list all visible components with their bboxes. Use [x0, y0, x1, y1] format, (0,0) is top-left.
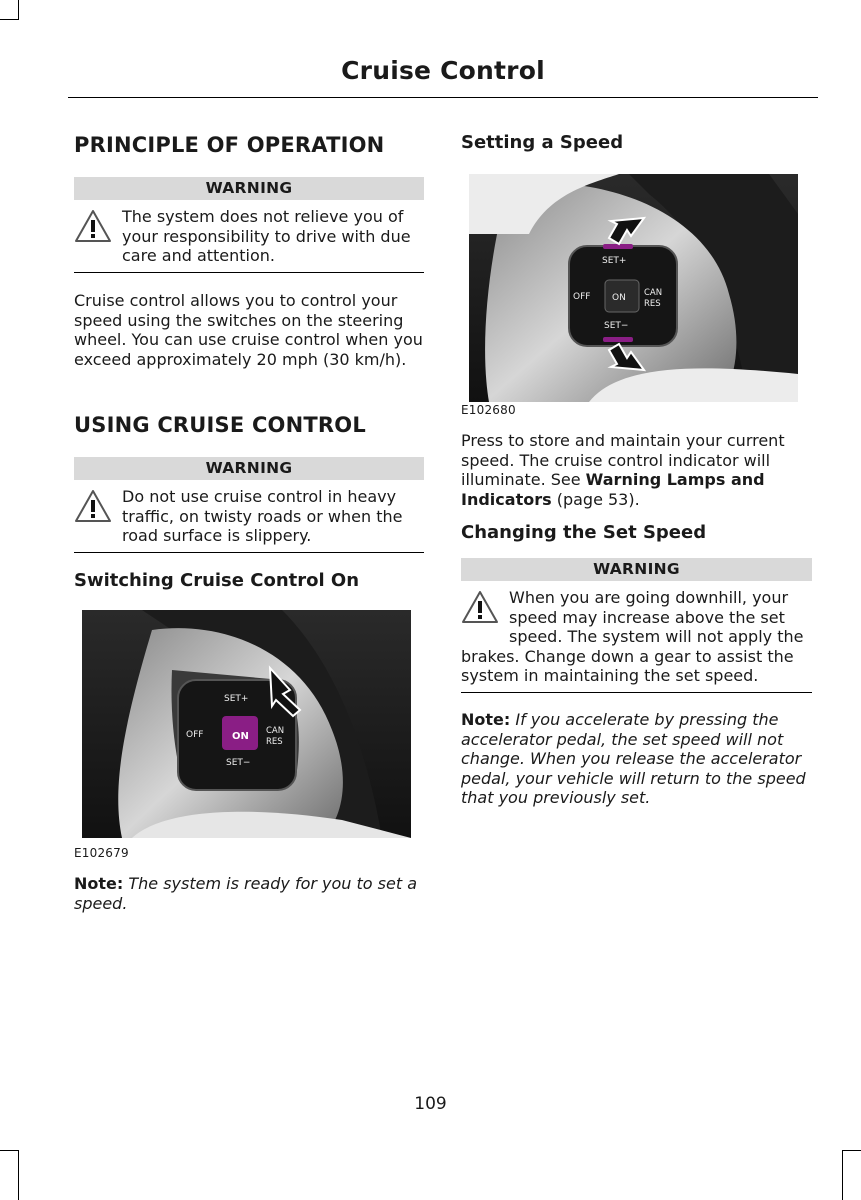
on-button-label: ON [612, 293, 626, 303]
note-label: Note: [461, 710, 511, 729]
warning-rule [74, 552, 424, 553]
crop-mark [0, 1150, 19, 1151]
warning-triangle-icon [461, 590, 499, 624]
warning-rule [74, 272, 424, 273]
warning-label: WARNING [74, 177, 424, 200]
section-title-using: USING CRUISE CONTROL [74, 413, 366, 437]
warning-text: Do not use cruise control in heavy traffic, on twisty roads or when the road surface is slippery. [122, 487, 403, 545]
page-title: Cruise Control [341, 56, 545, 85]
cross-reference-link[interactable]: Warning Lamps and Indicators [461, 470, 765, 509]
steering-wheel-set-illustration [469, 174, 798, 402]
intro-paragraph: Cruise control allows you to control your speed using the switches on the steering wheel. You can use cruise control when you exceed approximately 20 mph (30 km/h). [74, 291, 423, 369]
crop-mark [18, 0, 19, 20]
warning-box [74, 457, 424, 553]
warning-triangle-icon [74, 209, 112, 243]
page-number: 109 [414, 1094, 447, 1114]
on-button-label: ON [232, 731, 249, 742]
header-rule [68, 97, 818, 98]
warning-rule [461, 692, 812, 693]
figure-code: E102680 [461, 403, 516, 417]
warning-box [461, 558, 812, 693]
set-minus-label: SET− [226, 758, 251, 768]
steering-wheel-switch-illustration [82, 610, 411, 838]
crop-mark [18, 1150, 19, 1200]
steering-wheel-image [469, 174, 798, 402]
warning-text: The system does not relieve you of your responsibility to drive with due care and attention. [122, 207, 411, 265]
note-paragraph [461, 710, 812, 808]
off-label: OFF [186, 730, 204, 740]
off-label: OFF [573, 292, 591, 302]
warning-triangle-icon [74, 489, 112, 523]
note-text: If you accelerate by pressing the accelerator pedal, the set speed will not change. When you release the accelerator pedal, your vehicle will return to the speed that you previously set. [461, 710, 806, 807]
note-text: The system is ready for you to set a speed. [74, 874, 418, 913]
res-label: RES [266, 737, 283, 747]
section-title-principle: PRINCIPLE OF OPERATION [74, 133, 385, 157]
warning-box [74, 177, 424, 273]
crop-mark [842, 1150, 843, 1200]
warning-text: When you are going downhill, your speed may increase above the set speed. The system will not apply the [509, 588, 804, 646]
set-minus-label: SET− [604, 321, 629, 331]
set-plus-label: SET+ [602, 256, 627, 266]
page-reference: (page 53). [551, 489, 640, 509]
figure-code: E102679 [74, 846, 129, 860]
subsection-title-changing: Changing the Set Speed [461, 522, 707, 543]
note-label: Note: [74, 874, 124, 893]
setting-paragraph [461, 431, 812, 509]
crop-mark [0, 19, 19, 20]
warning-text-continued: brakes. Change down a gear to assist the system in maintaining the set speed. [461, 646, 794, 685]
steering-wheel-image [82, 610, 411, 838]
res-label: RES [644, 299, 661, 309]
subsection-title-setting: Setting a Speed [461, 132, 624, 153]
note-paragraph [74, 874, 424, 913]
set-plus-label: SET+ [224, 694, 249, 704]
crop-mark [842, 1150, 861, 1151]
setting-text: Press to store and maintain your current speed. The cruise control indicator will illuminate. See [461, 431, 785, 489]
can-label: CAN [644, 288, 663, 298]
warning-label: WARNING [461, 558, 812, 581]
subsection-title-switching: Switching Cruise Control On [74, 570, 360, 591]
warning-label: WARNING [74, 457, 424, 480]
can-label: CAN [266, 726, 285, 736]
